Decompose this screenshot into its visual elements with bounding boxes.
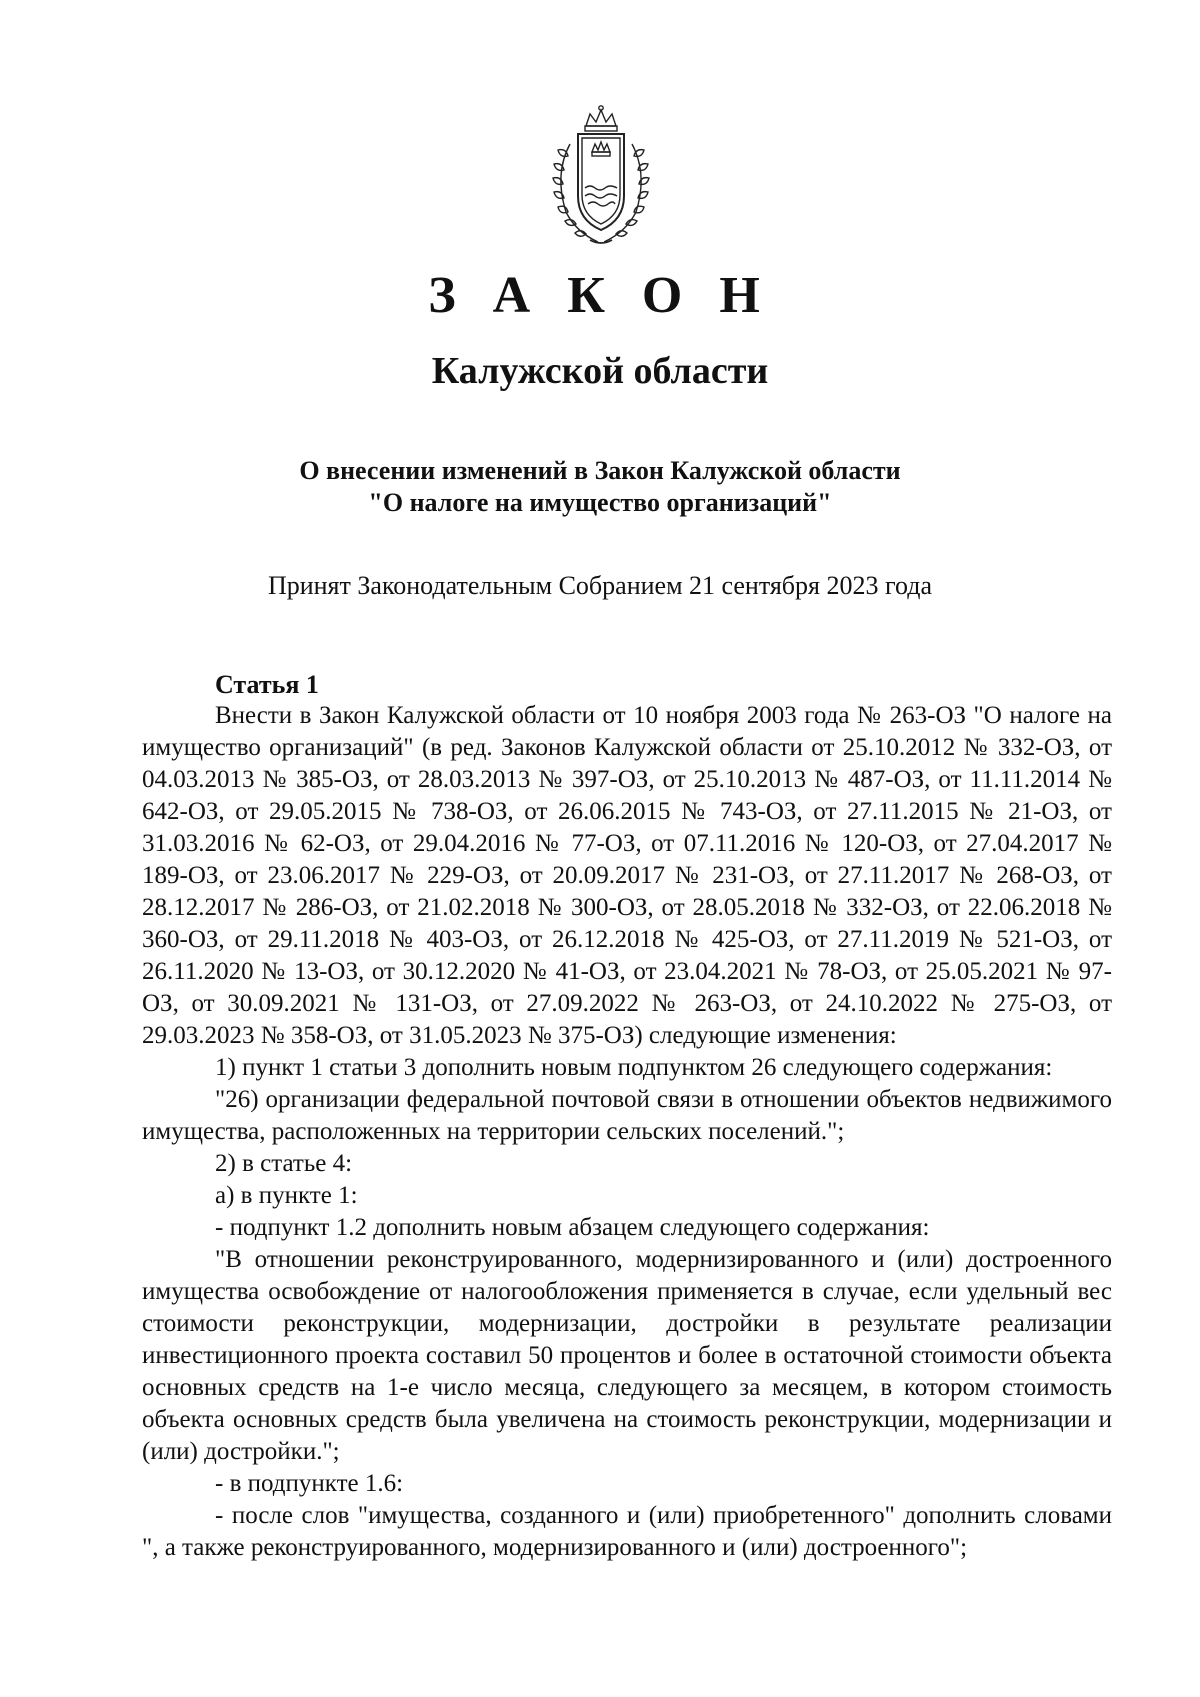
adoption-date: Принят Законодательным Собранием 21 сентября 2023 года [267,571,933,600]
law-title: З А К О Н [428,267,772,324]
law-subject [0,455,1200,519]
coat-of-arms-emblem [540,104,662,248]
article-paragraph: 2) в статье 4: [215,1150,353,1177]
article-paragraph: - подпункт 1.2 дополнить новым абзацем следующего содержания: [215,1214,930,1241]
article-paragraph: - после слов "имущества, созданного и (или) приобретенного" дополнить словами ", а также реконструированного, модернизированного и (или) достроенного"; [142,1502,1112,1561]
article-paragraph: - в подпункте 1.6: [215,1470,404,1497]
article-body [142,700,1112,1564]
law-subject-line-2: "О налоге на имущество организаций" [368,488,832,517]
article-heading: Статья 1 [215,670,319,699]
article-paragraph: а) в пункте 1: [215,1182,358,1209]
article-paragraph: Внести в Закон Калужской области от 10 ноября 2003 года № 263-ОЗ "О налоге на имущество организаций" (в ред. Законов Калужской области от 25.10.2012 № 332-ОЗ, от 04.03.2013 № 385-ОЗ, от 28.03.2013 № 397-ОЗ, от 25.10.2013 № 487-ОЗ, от 11.11.2014 № 642-ОЗ, от 29.05.2015 № 738-ОЗ, от 26.06.2015 № 743-ОЗ, от 27.11.2015 № 21-ОЗ, от 31.03.2016 № 62-ОЗ, от 29.04.2016 № 77-ОЗ, от 07.11.2016 № 120-ОЗ, от 27.04.2017 № 189-ОЗ, от 23.06.2017 № 229-ОЗ, от 20.09.2017 № 231-ОЗ, от 27.11.2017 № 268-ОЗ, от 28.12.2017 № 286-ОЗ, от 21.02.2018 № 300-ОЗ, от 28.05.2018 № 332-ОЗ, от 22.06.2018 № 360-ОЗ, от 29.11.2018 № 403-ОЗ, от 26.12.2018 № 425-ОЗ, от 27.11.2019 № 521-ОЗ, от 26.11.2020 № 13-ОЗ, от 30.12.2020 № 41-ОЗ, от 23.04.2021 № 78-ОЗ, от 25.05.2021 № 97-ОЗ, от 30.09.2021 № 131-ОЗ, от 27.09.2022 № 263-ОЗ, от 24.10.2022 № 275-ОЗ, от 29.03.2023 № 358-ОЗ, от 31.05.2023 № 375-ОЗ) следующие изменения: [142,702,1112,1049]
law-subject-line-1: О внесении изменений в Закон Калужской области [299,456,901,485]
article-paragraph: 1) пункт 1 статьи 3 дополнить новым подпунктом 26 следующего содержания: [215,1054,1053,1081]
article-paragraph: "В отношении реконструированного, модернизированного и (или) достроенного имущества освобождение от налогообложения применяется в случае, если удельный вес стоимости реконструкции, модернизации, достройки в результате реализации инвестиционного проекта составил 50 процентов и более в остаточной стоимости объекта основных средств на 1-е число месяца, следующего за месяцем, в котором стоимость объекта основных средств была увеличена на стоимость реконструкции, модернизации и (или) достройки."; [142,1246,1112,1465]
region-name: Калужской области [431,350,769,392]
article-paragraph: "26) организации федеральной почтовой связи в отношении объектов недвижимого имущества, расположенных на территории сельских поселений."; [142,1086,1112,1145]
